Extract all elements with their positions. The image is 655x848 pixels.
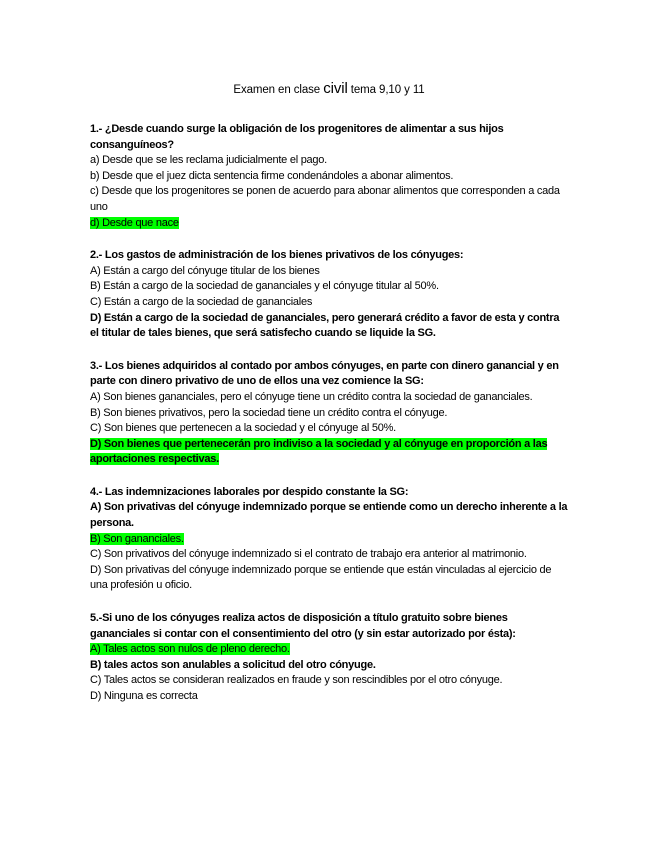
question-text: 3.- Los bienes adquiridos al contado por ambos cónyuges, en parte con dinero ganancial y en parte con dinero privativo de uno de ellos una vez comience la SG: xyxy=(90,359,559,388)
question-5 xyxy=(90,611,568,705)
question-3 xyxy=(90,359,568,468)
question-text: 4.- Las indemnizaciones laborales por despido constante la SG: xyxy=(90,485,409,498)
option-a: A) Son privativas del cónyuge indemnizado porque se entiende como un derecho inherente a la persona. xyxy=(90,501,568,530)
option-d: D) Son privativas del cónyuge indemnizado porque se entiende que están vinculadas al ejercicio de una profesión u oficio. xyxy=(90,563,552,592)
question-4 xyxy=(90,485,568,594)
question-text: 2.- Los gastos de administración de los bienes privativos de los cónyuges: xyxy=(90,249,464,262)
title-subject: civil xyxy=(323,80,348,97)
title-prefix: Examen en clase xyxy=(233,84,324,96)
option-b: B) Están a cargo de la sociedad de gananciales y el cónyuge titular al 50%. xyxy=(90,280,439,293)
option-c: C) Son bienes que pertenecen a la sociedad y el cónyuge al 50%. xyxy=(90,422,396,435)
option-a: A) Tales actos son nulos de pleno derecho. xyxy=(90,643,290,656)
page-title xyxy=(90,80,568,97)
question-2 xyxy=(90,248,568,342)
option-c: C) Tales actos se consideran realizados en fraude y son rescindibles por el otro cónyuge. xyxy=(90,674,503,687)
option-b: B) Son gananciales. xyxy=(90,532,184,545)
option-c: c) Desde que los progenitores se ponen de acuerdo para abonar alimentos que corresponden a cada uno xyxy=(90,185,560,213)
option-a: A) Son bienes gananciales, pero el cónyuge tiene un crédito contra la sociedad de gananciales. xyxy=(90,390,533,403)
option-b: B) tales actos son anulables a solicitud del otro cónyuge. xyxy=(90,658,376,671)
option-d: D) Son bienes que pertenecerán pro indiviso a la sociedad y al cónyuge en proporción a las aportaciones respectivas. xyxy=(90,437,548,466)
option-d: D) Están a cargo de la sociedad de gananciales, pero generará crédito a favor de esta y contra el titular de tales bienes, que será satisfecho cuando se liquide la SG. xyxy=(90,311,560,340)
option-a: a) Desde que se les reclama judicialmente el pago. xyxy=(90,154,327,167)
option-b: b) Desde que el juez dicta sentencia firme condenándoles a abonar alimentos. xyxy=(90,169,454,182)
question-1 xyxy=(90,122,568,231)
title-suffix: tema 9,10 y 11 xyxy=(347,84,425,96)
question-text: 5.-Si uno de los cónyuges realiza actos de disposición a título gratuito sobre bienes gananciales si contar con el consentimiento del otro (y sin estar autorizado por ésta): xyxy=(90,612,516,640)
option-a: A) Están a cargo del cónyuge titular de los bienes xyxy=(90,264,320,277)
option-d: D) Ninguna es correcta xyxy=(90,690,198,702)
document-page xyxy=(90,80,568,722)
question-text: 1.- ¿Desde cuando surge la obligación de los progenitores de alimentar a sus hijos consanguíneos? xyxy=(90,123,504,151)
option-c: C) Están a cargo de la sociedad de gananciales xyxy=(90,295,313,308)
option-d: d) Desde que nace xyxy=(90,216,179,229)
option-b: B) Son bienes privativos, pero la sociedad tiene un crédito contra el cónyuge. xyxy=(90,406,448,419)
option-c: C) Son privativos del cónyuge indemnizado si el contrato de trabajo era anterior al matrimonio. xyxy=(90,548,527,561)
